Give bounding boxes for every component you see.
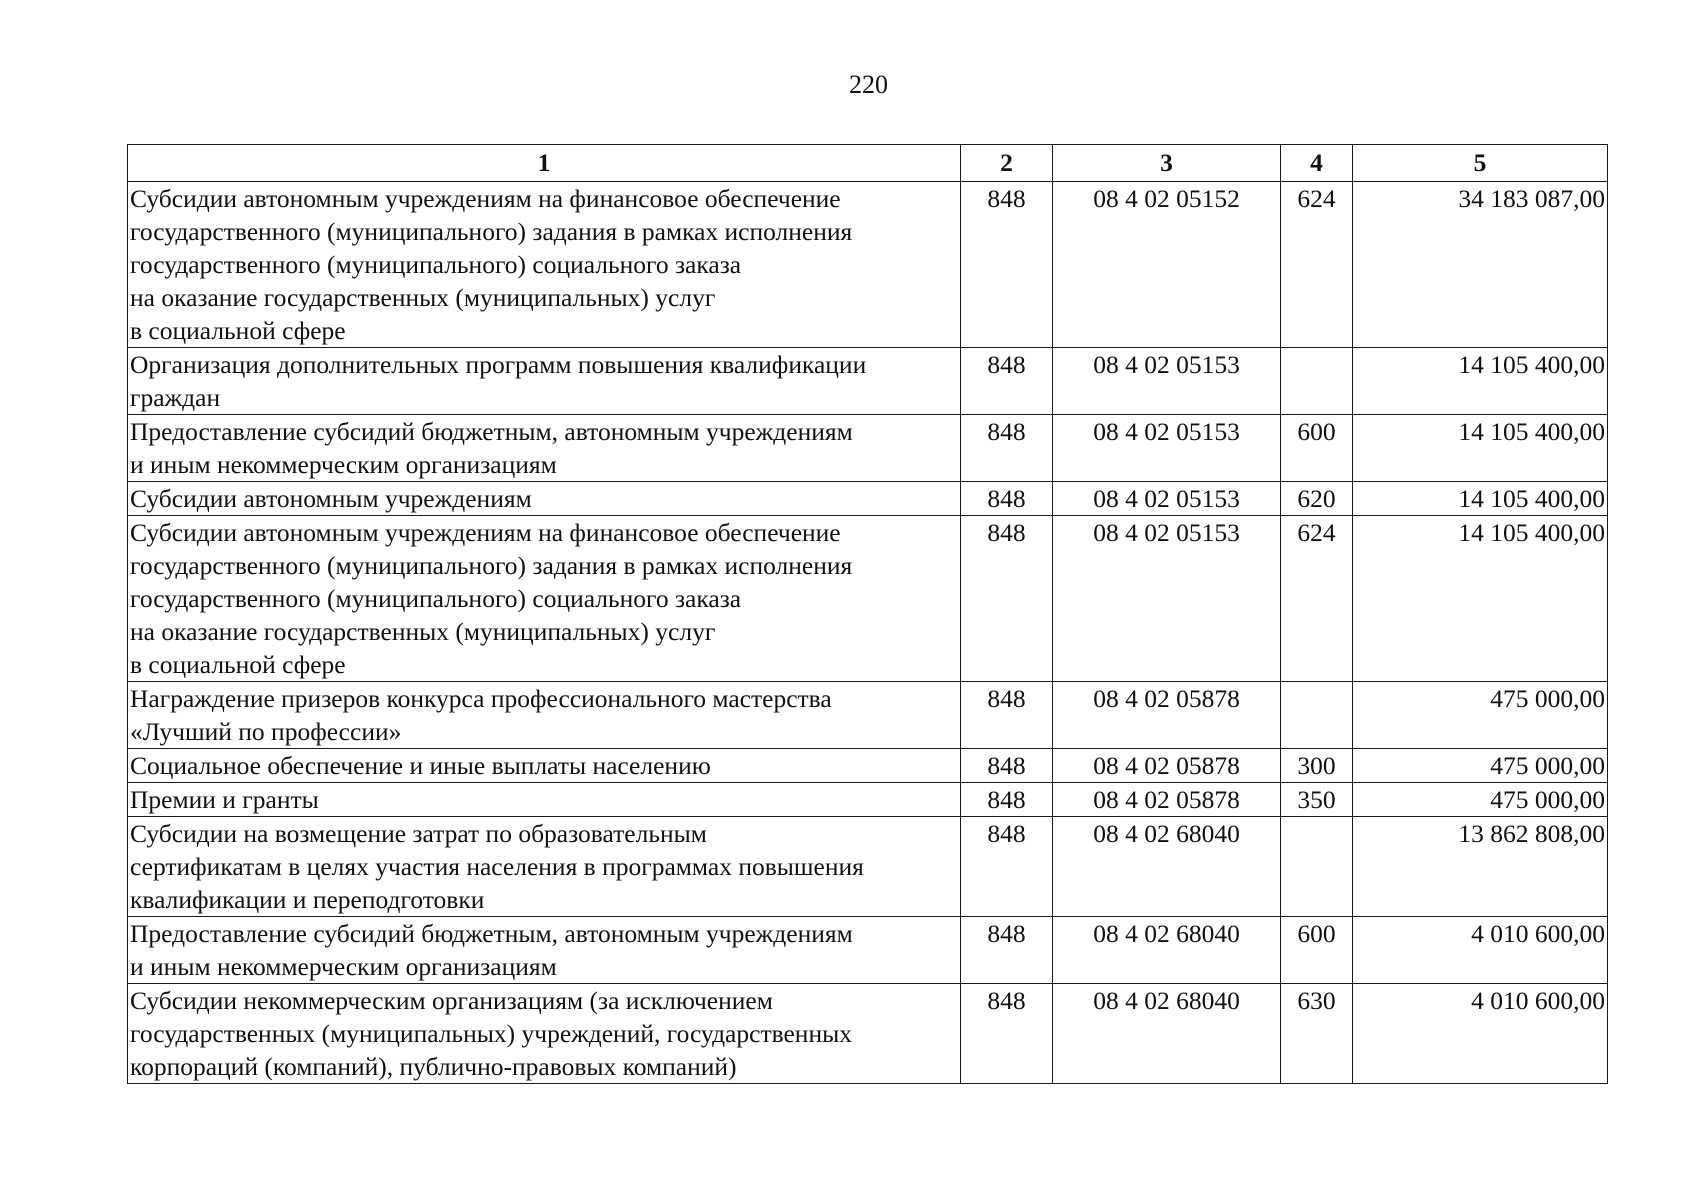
target-article-cell: 08 4 02 68040 — [1053, 917, 1281, 984]
ministry-code-cell: 848 — [961, 348, 1053, 415]
row-name-line: сертификатам в целях участия населения в программах повышения — [130, 852, 864, 881]
expense-type-cell: 624 — [1281, 516, 1353, 682]
table-header-row — [128, 145, 1608, 182]
ministry-code-cell: 848 — [961, 182, 1053, 348]
target-article-cell: 08 4 02 05153 — [1053, 415, 1281, 482]
row-name-line: Социальное обеспечение и иные выплаты населению — [130, 751, 711, 780]
row-name-line: Субсидии на возмещение затрат по образовательным — [130, 819, 707, 848]
row-name-line: и иным некоммерческим организациям — [130, 450, 557, 479]
amount-cell: 14 105 400,00 — [1353, 516, 1608, 682]
expense-type-cell — [1281, 348, 1353, 415]
row-name-line: Награждение призеров конкурса профессионального мастерства — [130, 684, 832, 713]
table-row — [128, 516, 1608, 682]
row-name-line: государственных (муниципальных) учреждений, государственных — [130, 1019, 852, 1048]
amount-cell: 4 010 600,00 — [1353, 917, 1608, 984]
expense-type-cell — [1281, 817, 1353, 917]
row-name-cell — [128, 783, 961, 817]
row-name-line: государственного (муниципального) социального заказа — [130, 250, 742, 279]
table-row — [128, 415, 1608, 482]
row-name-line: Субсидии автономным учреждениям на финансовое обеспечение — [130, 184, 841, 213]
ministry-code-cell: 848 — [961, 682, 1053, 749]
budget-table — [127, 144, 1608, 1084]
target-article-cell: 08 4 02 05878 — [1053, 682, 1281, 749]
table-row — [128, 182, 1608, 348]
row-name-cell — [128, 482, 961, 516]
target-article-cell: 08 4 02 05878 — [1053, 783, 1281, 817]
amount-cell: 14 105 400,00 — [1353, 348, 1608, 415]
row-name-line: квалификации и переподготовки — [130, 885, 485, 914]
amount-cell: 4 010 600,00 — [1353, 984, 1608, 1084]
expense-type-cell: 600 — [1281, 917, 1353, 984]
target-article-cell: 08 4 02 68040 — [1053, 984, 1281, 1084]
ministry-code-cell: 848 — [961, 984, 1053, 1084]
table-row — [128, 984, 1608, 1084]
ministry-code-cell: 848 — [961, 783, 1053, 817]
target-article-cell: 08 4 02 05153 — [1053, 482, 1281, 516]
row-name-cell — [128, 348, 961, 415]
target-article-cell: 08 4 02 05878 — [1053, 749, 1281, 783]
page-number: 220 — [849, 70, 888, 99]
row-name-line: и иным некоммерческим организациям — [130, 952, 557, 981]
expense-type-cell: 624 — [1281, 182, 1353, 348]
table-row — [128, 917, 1608, 984]
row-name-line: «Лучший по профессии» — [130, 717, 402, 746]
row-name-line: Предоставление субсидий бюджетным, автономным учреждениям — [130, 919, 853, 948]
row-name-line: государственного (муниципального) задания в рамках исполнения — [130, 217, 853, 246]
column-header: 5 — [1353, 145, 1608, 182]
ministry-code-cell: 848 — [961, 749, 1053, 783]
row-name-line: в социальной сфере — [130, 650, 346, 679]
row-name-line: граждан — [130, 383, 221, 412]
expense-type-cell — [1281, 682, 1353, 749]
row-name-cell — [128, 817, 961, 917]
expense-type-cell: 350 — [1281, 783, 1353, 817]
row-name-cell — [128, 182, 961, 348]
row-name-line: на оказание государственных (муниципальных) услуг — [130, 617, 716, 646]
ministry-code-cell: 848 — [961, 917, 1053, 984]
row-name-line: корпораций (компаний), публично-правовых компаний) — [130, 1052, 737, 1081]
amount-cell: 475 000,00 — [1353, 749, 1608, 783]
row-name-cell — [128, 984, 961, 1084]
column-header: 3 — [1053, 145, 1281, 182]
row-name-cell — [128, 516, 961, 682]
row-name-cell — [128, 749, 961, 783]
column-header: 4 — [1281, 145, 1353, 182]
target-article-cell: 08 4 02 05153 — [1053, 348, 1281, 415]
ministry-code-cell: 848 — [961, 817, 1053, 917]
table-row — [128, 482, 1608, 516]
row-name-line: государственного (муниципального) задания в рамках исполнения — [130, 551, 853, 580]
row-name-line: государственного (муниципального) социального заказа — [130, 584, 742, 613]
row-name-line: Организация дополнительных программ повышения квалификации — [130, 350, 867, 379]
row-name-line: Премии и гранты — [130, 785, 319, 814]
row-name-cell — [128, 682, 961, 749]
row-name-cell — [128, 415, 961, 482]
target-article-cell: 08 4 02 05153 — [1053, 516, 1281, 682]
target-article-cell: 08 4 02 68040 — [1053, 817, 1281, 917]
table-row — [128, 749, 1608, 783]
expense-type-cell: 300 — [1281, 749, 1353, 783]
table-body — [128, 182, 1608, 1084]
amount-cell: 34 183 087,00 — [1353, 182, 1608, 348]
ministry-code-cell: 848 — [961, 415, 1053, 482]
amount-cell: 475 000,00 — [1353, 682, 1608, 749]
expense-type-cell: 620 — [1281, 482, 1353, 516]
row-name-line: Предоставление субсидий бюджетным, автономным учреждениям — [130, 417, 853, 446]
amount-cell: 14 105 400,00 — [1353, 415, 1608, 482]
row-name-line: на оказание государственных (муниципальных) услуг — [130, 283, 716, 312]
amount-cell: 13 862 808,00 — [1353, 817, 1608, 917]
amount-cell: 475 000,00 — [1353, 783, 1608, 817]
ministry-code-cell: 848 — [961, 516, 1053, 682]
column-header: 2 — [961, 145, 1053, 182]
table-row — [128, 682, 1608, 749]
table-row — [128, 817, 1608, 917]
row-name-line: Субсидии некоммерческим организациям (за исключением — [130, 986, 773, 1015]
ministry-code-cell: 848 — [961, 482, 1053, 516]
table-row — [128, 348, 1608, 415]
row-name-line: в социальной сфере — [130, 316, 346, 345]
expense-type-cell: 600 — [1281, 415, 1353, 482]
expense-type-cell: 630 — [1281, 984, 1353, 1084]
row-name-cell — [128, 917, 961, 984]
row-name-line: Субсидии автономным учреждениям — [130, 484, 532, 513]
column-header: 1 — [128, 145, 961, 182]
row-name-line: Субсидии автономным учреждениям на финансовое обеспечение — [130, 518, 841, 547]
target-article-cell: 08 4 02 05152 — [1053, 182, 1281, 348]
table-row — [128, 783, 1608, 817]
amount-cell: 14 105 400,00 — [1353, 482, 1608, 516]
